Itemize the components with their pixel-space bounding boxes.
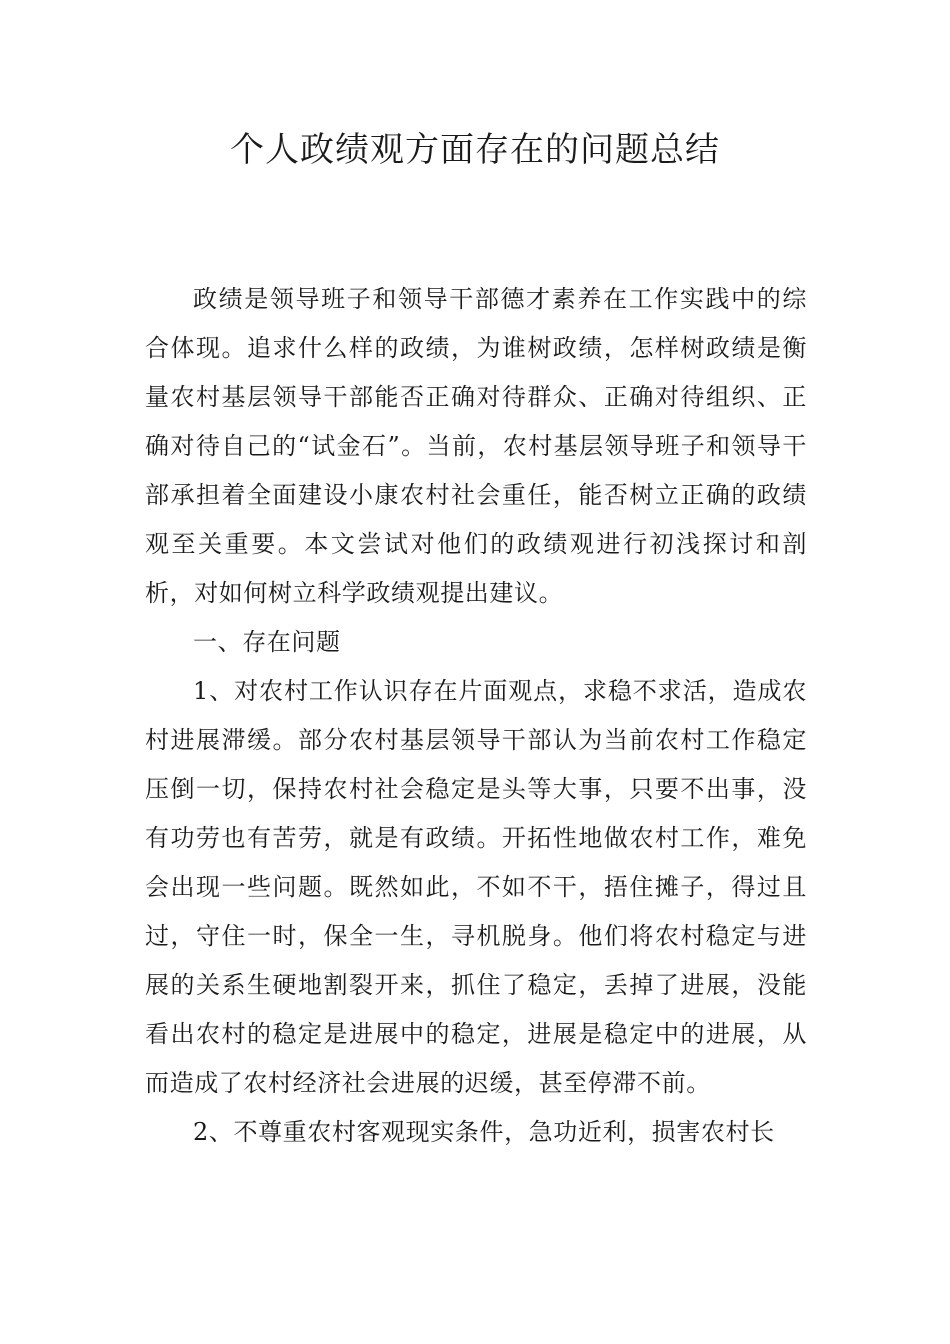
paragraph-intro: 政绩是领导班子和领导干部德才素养在工作实践中的综合体现。追求什么样的政绩，为谁树政绩，怎样树政绩是衡量农村基层领导干部能否正确对待群众、正确对待组织、正确对待自己的“试金石”。当前，农村基层领导班子和领导干部承担着全面建设小康农村社会重任，能否树立正确的政绩观至关重要。本文尝试对他们的政绩观进行初浅探讨和剖析，对如何树立科学政绩观提出建议。 [145, 285, 807, 607]
paragraph-point-1: 1、对农村工作认识存在片面观点，求稳不求活，造成农村进展滞缓。部分农村基层领导干部认为当前农村工作稳定压倒一切，保持农村社会稳定是头等大事，只要不出事，没有功劳也有苦劳，就是有政绩。开拓性地做农村工作，难免会出现一些问题。既然如此，不如不干，捂住摊子，得过且过，守住一时，保全一生，寻机脱身。他们将农村稳定与进展的关系生硬地割裂开来，抓住了稳定，丢掉了进展，没能看出农村的稳定是进展中的稳定，进展是稳定中的进展，从而造成了农村经济社会进展的迟缓，甚至停滞不前。 [145, 677, 807, 1097]
section-heading: 一、存在问题 [193, 628, 341, 656]
paragraph-point-2: 2、不尊重农村客观现实条件，急功近利，损害农村长 [193, 1118, 775, 1146]
document-title: 个人政绩观方面存在的问题总结 [230, 130, 720, 170]
document-body [145, 275, 807, 1157]
